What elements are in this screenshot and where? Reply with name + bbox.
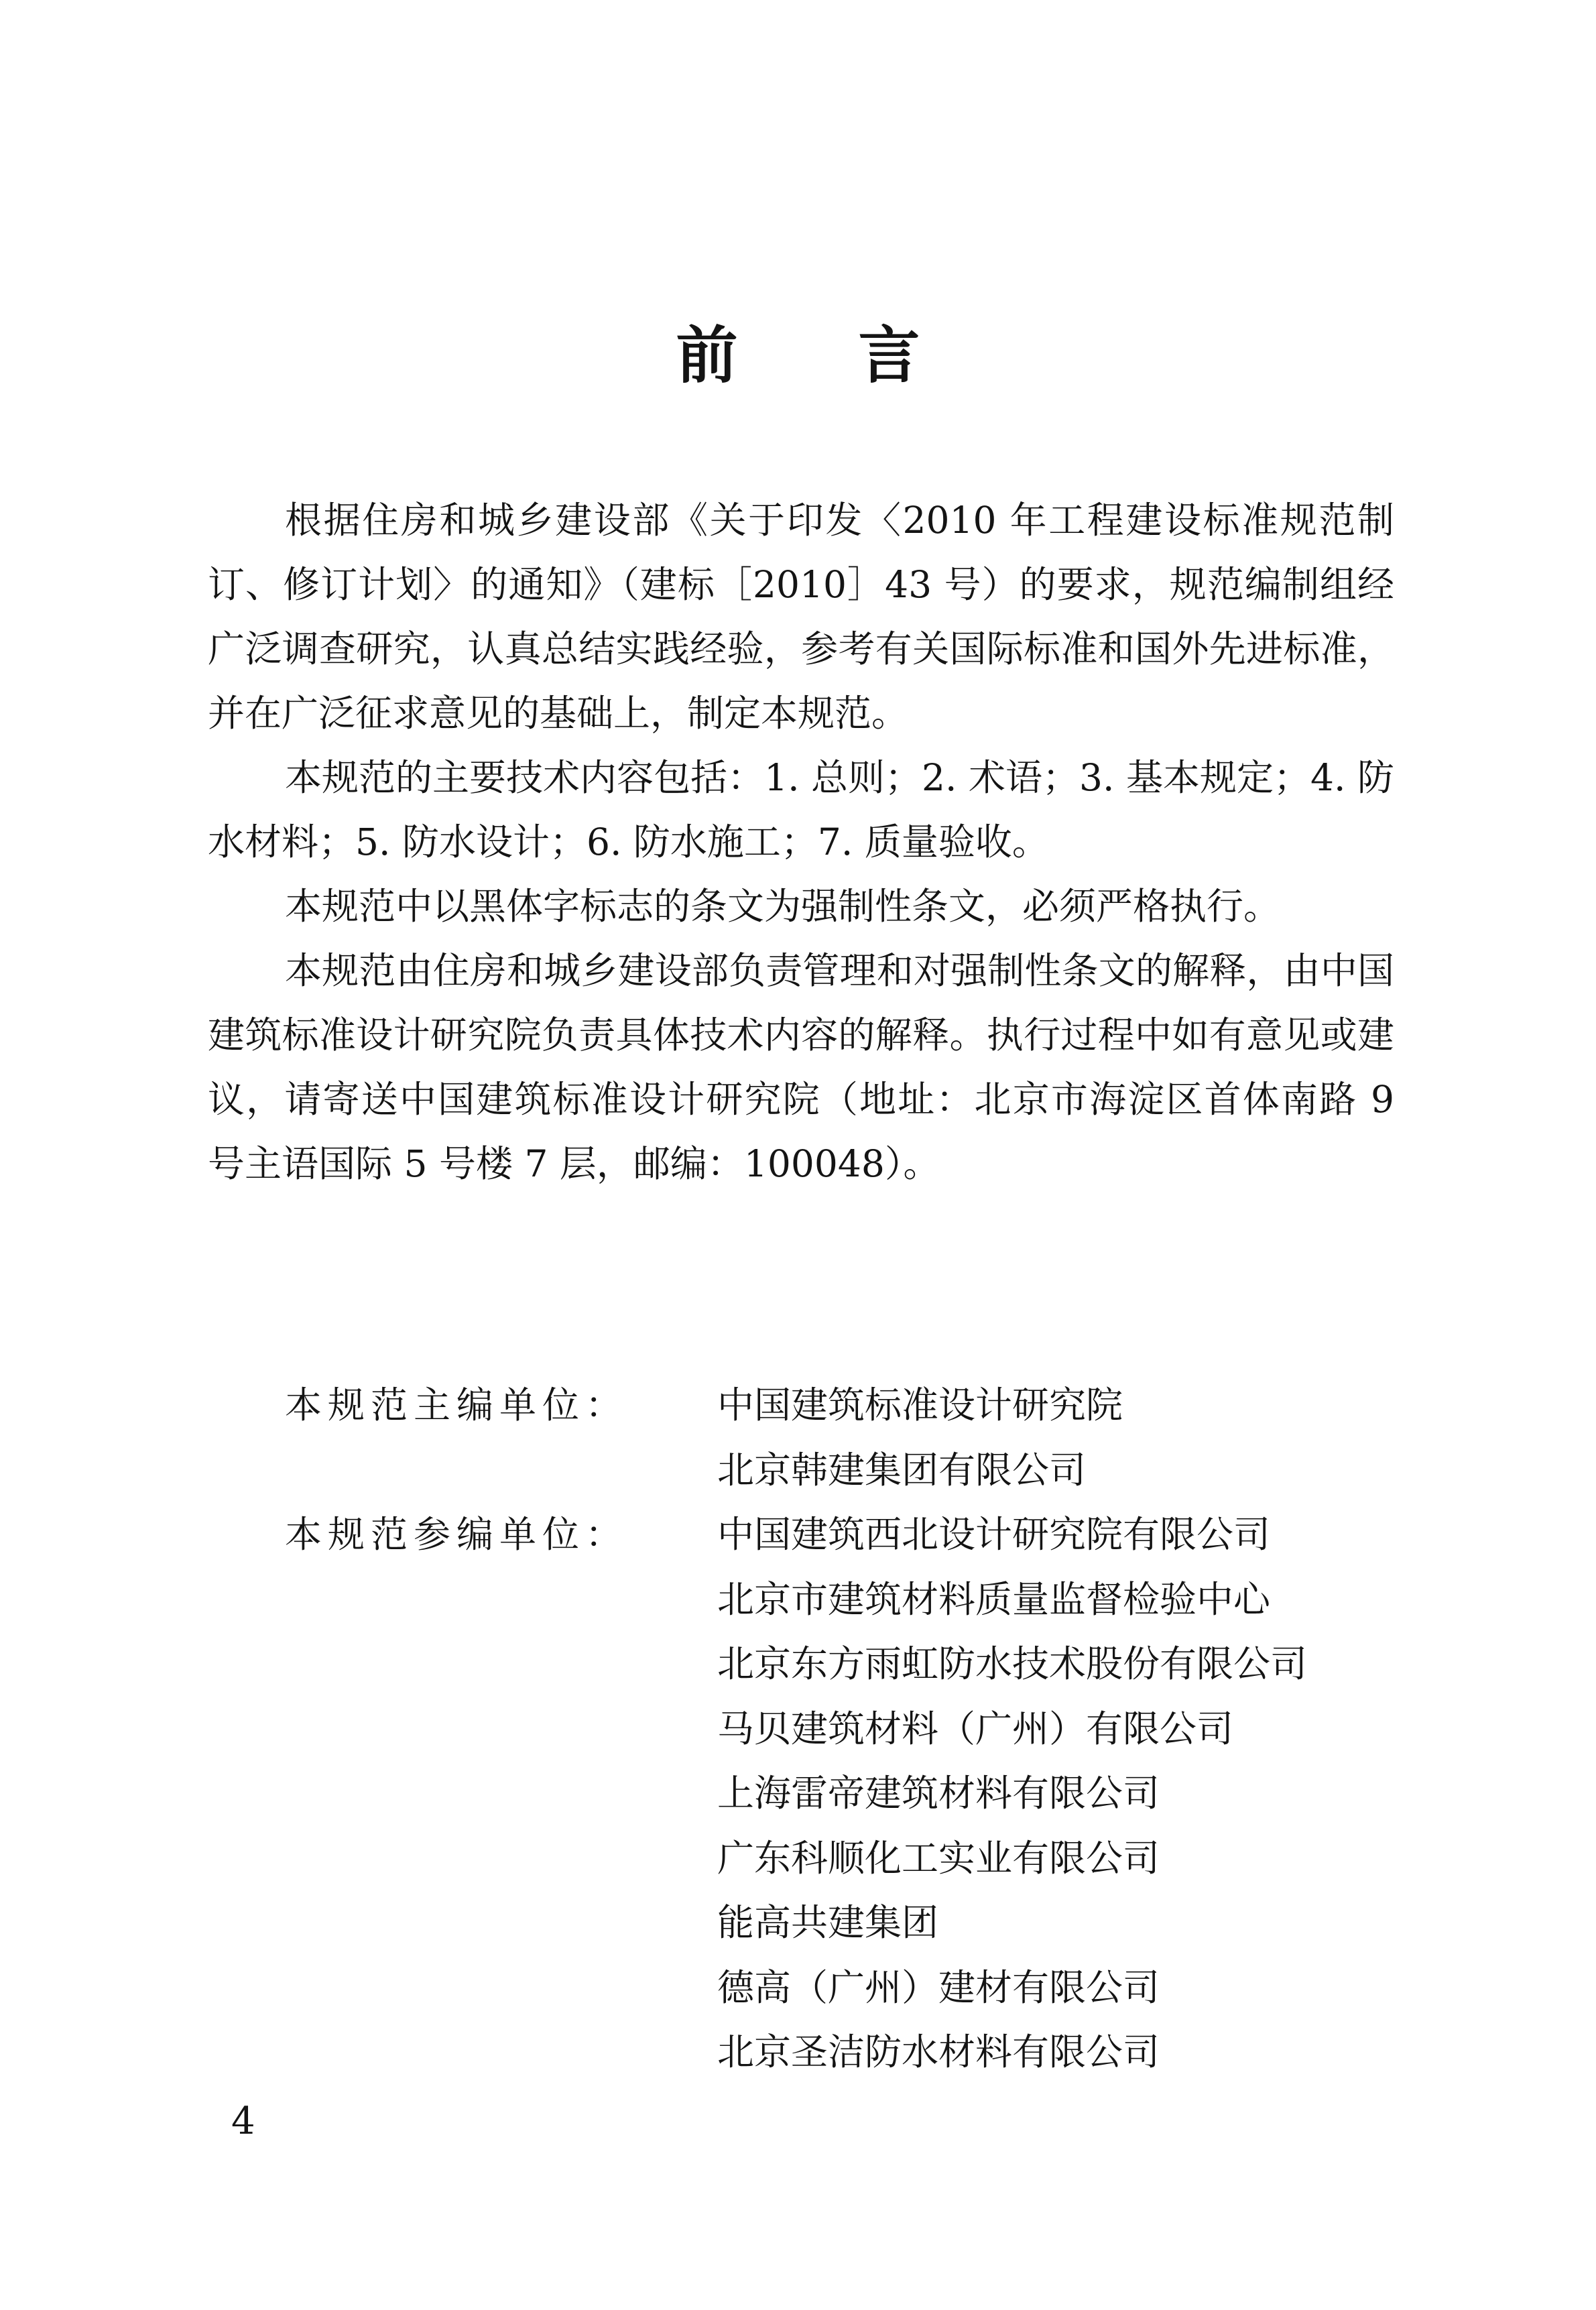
preface-paragraph: 本规范中以黑体字标志的条文为强制性条文，必须严格执行。	[285, 885, 1281, 928]
units-section	[285, 1373, 1307, 2085]
preface-body	[208, 488, 1394, 1196]
unit-name: 上海雷帝建筑材料有限公司	[717, 1772, 1160, 1815]
unit-name: 北京圣洁防水材料有限公司	[717, 2030, 1160, 2073]
page-title-part-1: 前	[676, 319, 738, 391]
chief-units-list	[717, 1373, 1123, 1502]
unit-name: 广东科顺化工实业有限公司	[717, 1836, 1160, 1880]
preface-paragraph: 本规范的主要技术内容包括：1. 总则；2. 术语；3. 基本规定；4. 防水材料；5. 防水设计；6. 防水施工；7. 质量验收。	[208, 756, 1394, 863]
page-title-part-2: 言	[858, 319, 920, 391]
unit-name: 北京市建筑材料质量监督检验中心	[717, 1577, 1271, 1621]
page-title	[0, 315, 1596, 396]
chief-units-label: 本规范主编单位：	[285, 1384, 629, 1426]
participating-units-list	[717, 1502, 1307, 2085]
unit-name: 马贝建筑材料（广州）有限公司	[717, 1707, 1234, 1750]
participating-units-group	[285, 1502, 1307, 2085]
unit-name: 中国建筑西北设计研究院有限公司	[717, 1513, 1271, 1556]
participating-units-label: 本规范参编单位：	[285, 1513, 629, 1556]
unit-name: 北京韩建集团有限公司	[717, 1448, 1087, 1492]
unit-name: 北京东方雨虹防水技术股份有限公司	[717, 1642, 1308, 1685]
preface-paragraph: 本规范由住房和城乡建设部负责管理和对强制性条文的解释，由中国建筑标准设计研究院负责具体技术内容的解释。执行过程中如有意见或建议，请寄送中国建筑标准设计研究院（地址：北京市海淀区首体南路 9 号主语国际 5 号楼 7 层，邮编：100048）。	[208, 949, 1394, 1185]
preface-paragraph: 根据住房和城乡建设部《关于印发〈2010 年工程建设标准规范制订、修订计划〉的通知》（建标［2010］43 号）的要求，规范编制组经广泛调查研究，认真总结实践经验，参考有关国际标准和国外先进标准，并在广泛征求意见的基础上，制定本规范。	[208, 499, 1394, 735]
chief-units-group	[285, 1373, 1307, 1502]
unit-name: 德高（广州）建材有限公司	[717, 1965, 1160, 2009]
unit-name: 中国建筑标准设计研究院	[717, 1384, 1123, 1426]
unit-name: 能高共建集团	[717, 1901, 939, 1944]
page-number: 4	[231, 2100, 255, 2143]
